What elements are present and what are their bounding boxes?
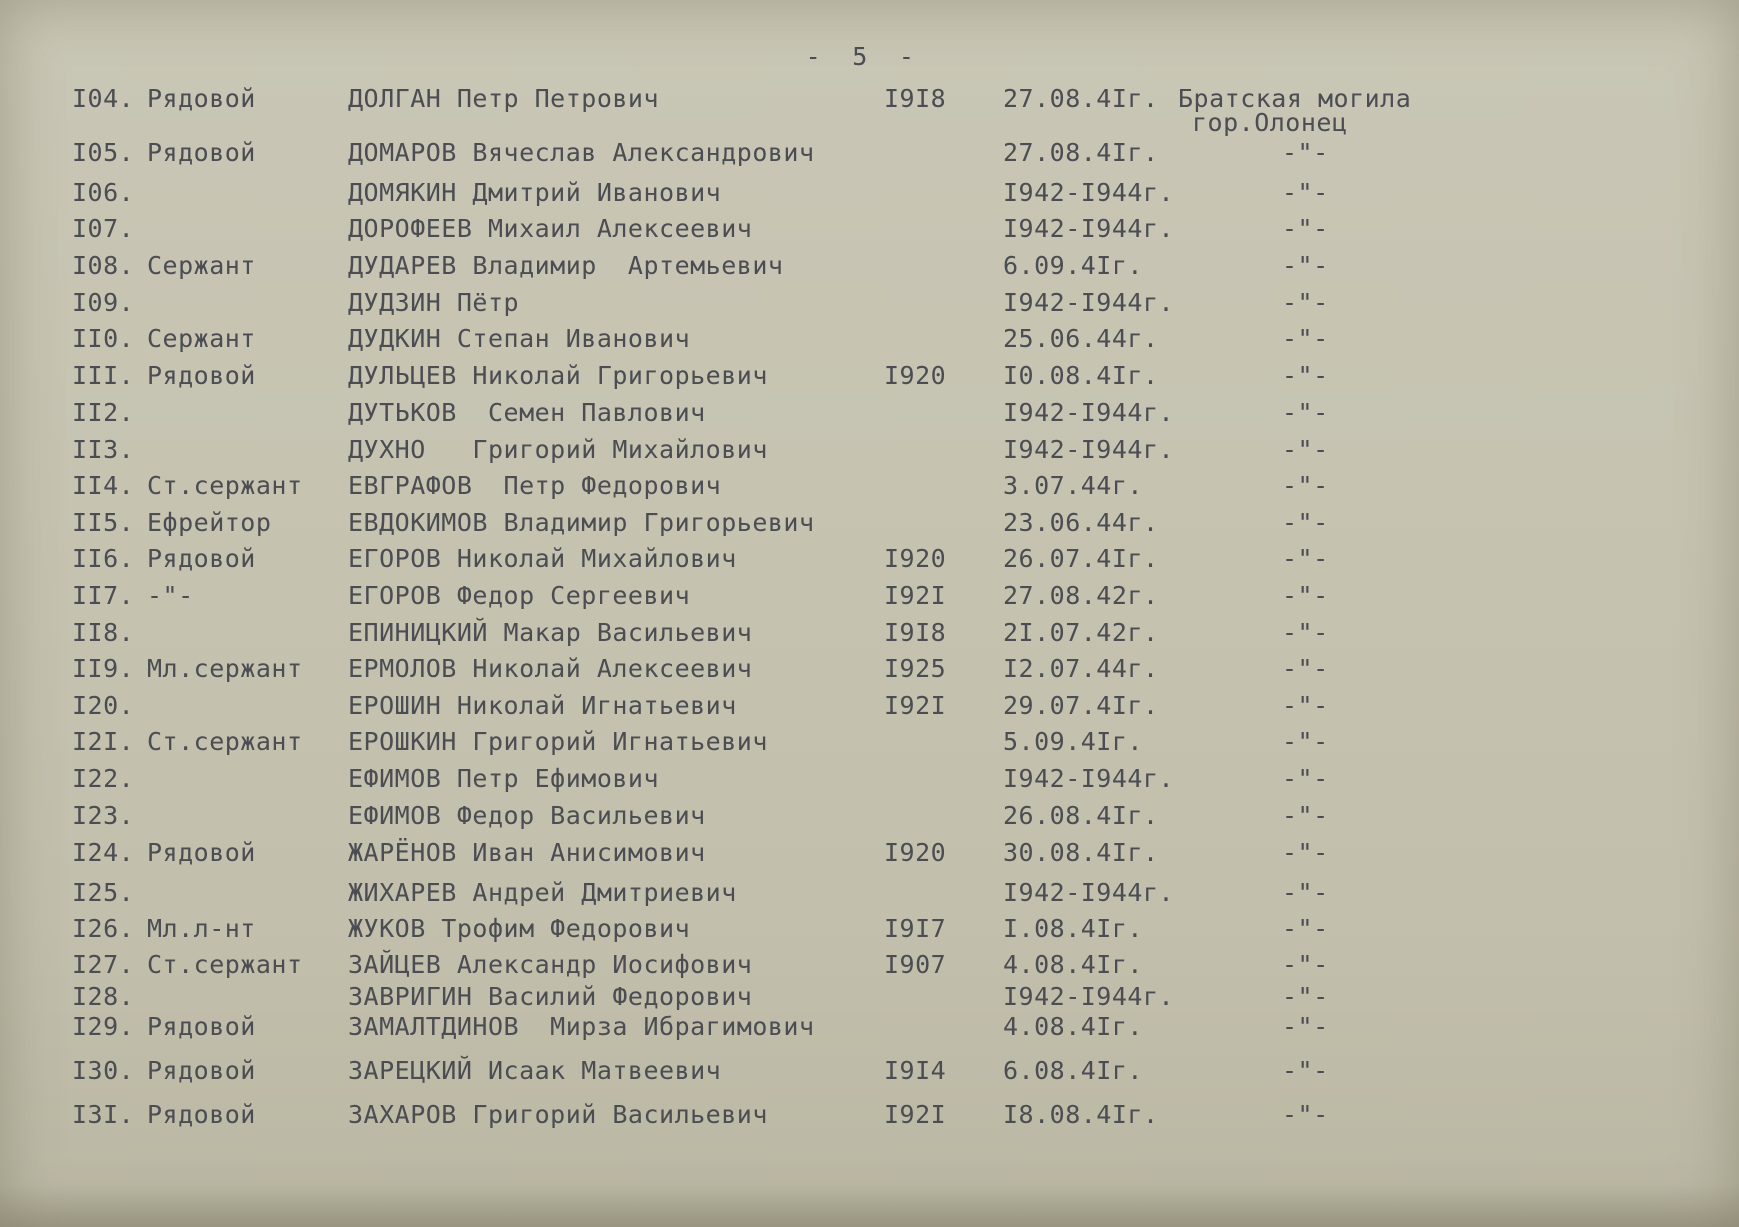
record-burial-ditto: -"- xyxy=(1282,691,1329,720)
record-burial-ditto: -"- xyxy=(1282,764,1329,793)
record-burial-ditto: -"- xyxy=(1282,138,1329,167)
record-number: I04. xyxy=(72,84,135,113)
record-row xyxy=(0,691,1739,727)
record-burial-ditto: -"- xyxy=(1282,982,1329,1011)
record-birth-year: I907 xyxy=(884,950,947,979)
record-birth-year: I92I xyxy=(884,1100,947,1129)
record-death-date: 6.08.4Iг. xyxy=(1003,1056,1143,1085)
record-name: ДОЛГАН Петр Петрович xyxy=(348,84,660,113)
page-number: - 5 - xyxy=(805,42,915,71)
record-rank: Сержант xyxy=(147,324,256,353)
record-row xyxy=(0,878,1739,914)
record-death-date: 4.08.4Iг. xyxy=(1003,950,1143,979)
record-number: I22. xyxy=(72,764,135,793)
record-number: II7. xyxy=(72,581,135,610)
record-name: ЗАХАРОВ Григорий Васильевич xyxy=(348,1100,768,1129)
record-name: ДОРОФЕЕВ Михаил Алексеевич xyxy=(348,214,753,243)
page-edge-shadow xyxy=(0,1185,1739,1227)
record-burial-ditto: -"- xyxy=(1282,878,1329,907)
record-death-date: 2I.07.42г. xyxy=(1003,618,1159,647)
record-burial-ditto: -"- xyxy=(1282,544,1329,573)
record-name: ДОМАРОВ Вячеслав Александрович xyxy=(348,138,815,167)
record-row xyxy=(0,581,1739,617)
record-number: I07. xyxy=(72,214,135,243)
record-name: ЕРМОЛОВ Николай Алексеевич xyxy=(348,654,753,683)
record-name: ЗАРЕЦКИЙ Исаак Матвеевич xyxy=(348,1056,722,1085)
record-death-date: I.08.4Iг. xyxy=(1003,914,1143,943)
record-death-date: I2.07.44г. xyxy=(1003,654,1159,683)
record-birth-year: I920 xyxy=(884,361,947,390)
record-death-date: 27.08.42г. xyxy=(1003,581,1159,610)
record-name: ЕРОШИН Николай Игнатьевич xyxy=(348,691,737,720)
record-row xyxy=(0,398,1739,434)
record-name: ДУТЬКОВ Семен Павлович xyxy=(348,398,706,427)
record-number: I30. xyxy=(72,1056,135,1085)
record-name: ЕРОШКИН Григорий Игнатьевич xyxy=(348,727,768,756)
record-row xyxy=(0,544,1739,580)
record-name: ЗАВРИГИН Василий Федорович xyxy=(348,982,753,1011)
record-burial-ditto: -"- xyxy=(1282,471,1329,500)
record-name: ДУДАРЕВ Владимир Артемьевич xyxy=(348,251,784,280)
record-row xyxy=(0,178,1739,214)
record-death-date: I942-I944г. xyxy=(1003,214,1175,243)
record-death-date: I0.08.4Iг. xyxy=(1003,361,1159,390)
record-number: I27. xyxy=(72,950,135,979)
record-row xyxy=(0,1100,1739,1136)
record-death-date: 4.08.4Iг. xyxy=(1003,1012,1143,1041)
record-name: ДУДКИН Степан Иванович xyxy=(348,324,691,353)
record-burial-ditto: -"- xyxy=(1282,435,1329,464)
record-row xyxy=(0,727,1739,763)
record-burial-ditto: -"- xyxy=(1282,251,1329,280)
record-rank: -"- xyxy=(147,581,194,610)
record-death-date: I942-I944г. xyxy=(1003,178,1175,207)
record-number: I20. xyxy=(72,691,135,720)
record-death-date: I942-I944г. xyxy=(1003,288,1175,317)
record-death-date: 5.09.4Iг. xyxy=(1003,727,1143,756)
record-row xyxy=(0,324,1739,360)
record-row xyxy=(0,838,1739,874)
record-rank: Рядовой xyxy=(147,361,256,390)
record-rank: Рядовой xyxy=(147,84,256,113)
record-death-date: 25.06.44г. xyxy=(1003,324,1159,353)
record-name: ДУХНО Григорий Михайлович xyxy=(348,435,768,464)
record-rank: Ефрейтор xyxy=(147,508,272,537)
record-number: II5. xyxy=(72,508,135,537)
record-row xyxy=(0,84,1739,137)
record-death-date: I8.08.4Iг. xyxy=(1003,1100,1159,1129)
record-name: ДУЛЬЦЕВ Николай Григорьевич xyxy=(348,361,768,390)
record-row xyxy=(0,508,1739,544)
record-rank: Мл.сержант xyxy=(147,654,303,683)
record-death-date: 27.08.4Iг. xyxy=(1003,138,1159,167)
record-burial-ditto: -"- xyxy=(1282,508,1329,537)
record-row xyxy=(0,801,1739,837)
record-number: II3. xyxy=(72,435,135,464)
record-burial-ditto: -"- xyxy=(1282,361,1329,390)
record-number: II6. xyxy=(72,544,135,573)
record-death-date: 26.08.4Iг. xyxy=(1003,801,1159,830)
record-row xyxy=(0,471,1739,507)
record-row xyxy=(0,914,1739,950)
record-death-date: 6.09.4Iг. xyxy=(1003,251,1143,280)
record-death-date: I942-I944г. xyxy=(1003,982,1175,1011)
record-death-date: 23.06.44г. xyxy=(1003,508,1159,537)
record-burial-ditto: -"- xyxy=(1282,727,1329,756)
record-name: ДУДЗИН Пётр xyxy=(348,288,520,317)
record-burial-place: Братская могила xyxy=(1178,84,1412,113)
record-burial-ditto: -"- xyxy=(1282,178,1329,207)
record-name: ЖУКОВ Трофим Федорович xyxy=(348,914,691,943)
record-row xyxy=(0,618,1739,654)
record-burial-ditto: -"- xyxy=(1282,214,1329,243)
record-burial-ditto: -"- xyxy=(1282,914,1329,943)
record-number: I26. xyxy=(72,914,135,943)
record-death-date: 26.07.4Iг. xyxy=(1003,544,1159,573)
record-rank: Рядовой xyxy=(147,138,256,167)
record-name: ДОМЯКИН Дмитрий Иванович xyxy=(348,178,722,207)
record-rank: Сержант xyxy=(147,251,256,280)
record-rank: Рядовой xyxy=(147,1012,256,1041)
record-burial-ditto: -"- xyxy=(1282,1100,1329,1129)
record-number: I24. xyxy=(72,838,135,867)
record-rank: Ст.сержант xyxy=(147,727,303,756)
record-row xyxy=(0,435,1739,471)
record-row xyxy=(0,251,1739,287)
record-number: I28. xyxy=(72,982,135,1011)
record-burial-ditto: -"- xyxy=(1282,288,1329,317)
record-number: II8. xyxy=(72,618,135,647)
record-death-date: 3.07.44г. xyxy=(1003,471,1143,500)
record-death-date: I942-I944г. xyxy=(1003,435,1175,464)
record-death-date: I942-I944г. xyxy=(1003,878,1175,907)
record-birth-year: I9I8 xyxy=(884,84,947,113)
record-rank: Рядовой xyxy=(147,838,256,867)
record-row xyxy=(0,138,1739,174)
record-number: III. xyxy=(72,361,135,390)
record-birth-year: I92I xyxy=(884,581,947,610)
record-rank: Ст.сержант xyxy=(147,471,303,500)
record-rank: Рядовой xyxy=(147,1056,256,1085)
record-birth-year: I9I4 xyxy=(884,1056,947,1085)
record-name: ЖИХАРЕВ Андрей Дмитриевич xyxy=(348,878,737,907)
record-name: ЕГОРОВ Николай Михайлович xyxy=(348,544,737,573)
record-number: I3I. xyxy=(72,1100,135,1129)
record-name: ЕВДОКИМОВ Владимир Григорьевич xyxy=(348,508,815,537)
record-number: II4. xyxy=(72,471,135,500)
record-number: II0. xyxy=(72,324,135,353)
record-birth-year: I92I xyxy=(884,691,947,720)
record-name: ЖАРЁНОВ Иван Анисимович xyxy=(348,838,706,867)
record-death-date: 29.07.4Iг. xyxy=(1003,691,1159,720)
record-birth-year: I920 xyxy=(884,544,947,573)
record-number: I05. xyxy=(72,138,135,167)
record-rank: Ст.сержант xyxy=(147,950,303,979)
record-birth-year: I9I7 xyxy=(884,914,947,943)
record-row xyxy=(0,361,1739,397)
record-burial-ditto: -"- xyxy=(1282,581,1329,610)
record-number: I29. xyxy=(72,1012,135,1041)
record-death-date: 30.08.4Iг. xyxy=(1003,838,1159,867)
record-number: I06. xyxy=(72,178,135,207)
record-row xyxy=(0,764,1739,800)
record-burial-ditto: -"- xyxy=(1282,1056,1329,1085)
record-number: I23. xyxy=(72,801,135,830)
record-name: ЕПИНИЦКИЙ Макар Васильевич xyxy=(348,618,753,647)
record-burial-place-city: гор.Олонец xyxy=(1192,108,1348,137)
record-burial-ditto: -"- xyxy=(1282,838,1329,867)
record-birth-year: I9I8 xyxy=(884,618,947,647)
record-burial-ditto: -"- xyxy=(1282,801,1329,830)
record-number: I25. xyxy=(72,878,135,907)
record-burial-ditto: -"- xyxy=(1282,618,1329,647)
record-burial-ditto: -"- xyxy=(1282,1012,1329,1041)
record-row xyxy=(0,950,1739,986)
record-row xyxy=(0,1012,1739,1048)
record-number: II2. xyxy=(72,398,135,427)
record-number: I08. xyxy=(72,251,135,280)
record-number: II9. xyxy=(72,654,135,683)
record-rank: Рядовой xyxy=(147,544,256,573)
record-name: ЗАЙЦЕВ Александр Иосифович xyxy=(348,950,753,979)
record-name: ЕФИМОВ Федор Васильевич xyxy=(348,801,706,830)
record-death-date: I942-I944г. xyxy=(1003,764,1175,793)
record-burial-ditto: -"- xyxy=(1282,654,1329,683)
record-name: ЕВГРАФОВ Петр Федорович xyxy=(348,471,722,500)
record-name: ЕФИМОВ Петр Ефимович xyxy=(348,764,660,793)
record-row xyxy=(0,1056,1739,1092)
record-death-date: 27.08.4Iг. xyxy=(1003,84,1159,113)
record-burial-ditto: -"- xyxy=(1282,324,1329,353)
record-row xyxy=(0,654,1739,690)
record-burial-ditto: -"- xyxy=(1282,950,1329,979)
record-rank: Рядовой xyxy=(147,1100,256,1129)
record-birth-year: I925 xyxy=(884,654,947,683)
record-number: I2I. xyxy=(72,727,135,756)
record-name: ЕГОРОВ Федор Сергеевич xyxy=(348,581,691,610)
record-birth-year: I920 xyxy=(884,838,947,867)
record-name: ЗАМАЛТДИНОВ Мирза Ибрагимович xyxy=(348,1012,815,1041)
record-rank: Мл.л-нт xyxy=(147,914,256,943)
record-number: I09. xyxy=(72,288,135,317)
record-burial-ditto: -"- xyxy=(1282,398,1329,427)
record-row xyxy=(0,288,1739,324)
record-death-date: I942-I944г. xyxy=(1003,398,1175,427)
record-row xyxy=(0,214,1739,250)
